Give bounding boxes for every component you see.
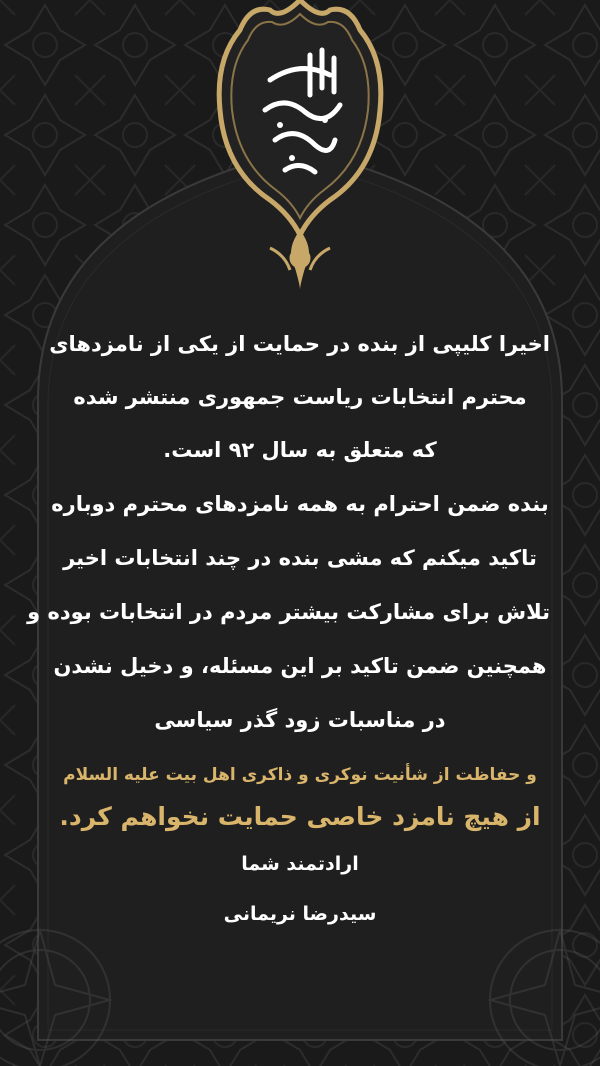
message-line: همچنین ضمن تاکید بر این مسئله، و دخیل نشدن xyxy=(53,654,547,678)
paragraph-1 xyxy=(50,318,550,477)
closing-text: ارادتمند شما xyxy=(241,853,359,875)
message-line: تلاش برای مشارکت بیشتر مردم در انتخابات بوده و xyxy=(27,600,550,624)
message-block xyxy=(27,318,550,939)
highlight-statement: از هیچ نامزد خاصی حمایت نخواهم کرد. xyxy=(59,802,541,831)
paragraph-2 xyxy=(27,477,550,747)
signature: سیدرضا نریمانی xyxy=(223,903,377,925)
message-line: که متعلق به سال ۹۲ است. xyxy=(163,438,437,462)
message-line: بنده ضمن احترام به همه نامزدهای محترم دوباره xyxy=(51,492,549,516)
gold-line: و حفاظت از شأنیت نوکری و ذاکری اهل بیت علیه السلام xyxy=(63,765,537,785)
message-line: محترم انتخابات ریاست جمهوری منتشر شده xyxy=(73,385,527,409)
message-line: تاکید میکنم که مشی بنده در چند انتخابات اخیر xyxy=(63,546,537,570)
message-line: اخیرا کلیپی از بنده در حمایت از یکی از نامزدهای xyxy=(49,332,550,356)
calligraphy-logo xyxy=(210,0,390,290)
message-line: در مناسبات زود گذر سیاسی xyxy=(154,708,446,732)
